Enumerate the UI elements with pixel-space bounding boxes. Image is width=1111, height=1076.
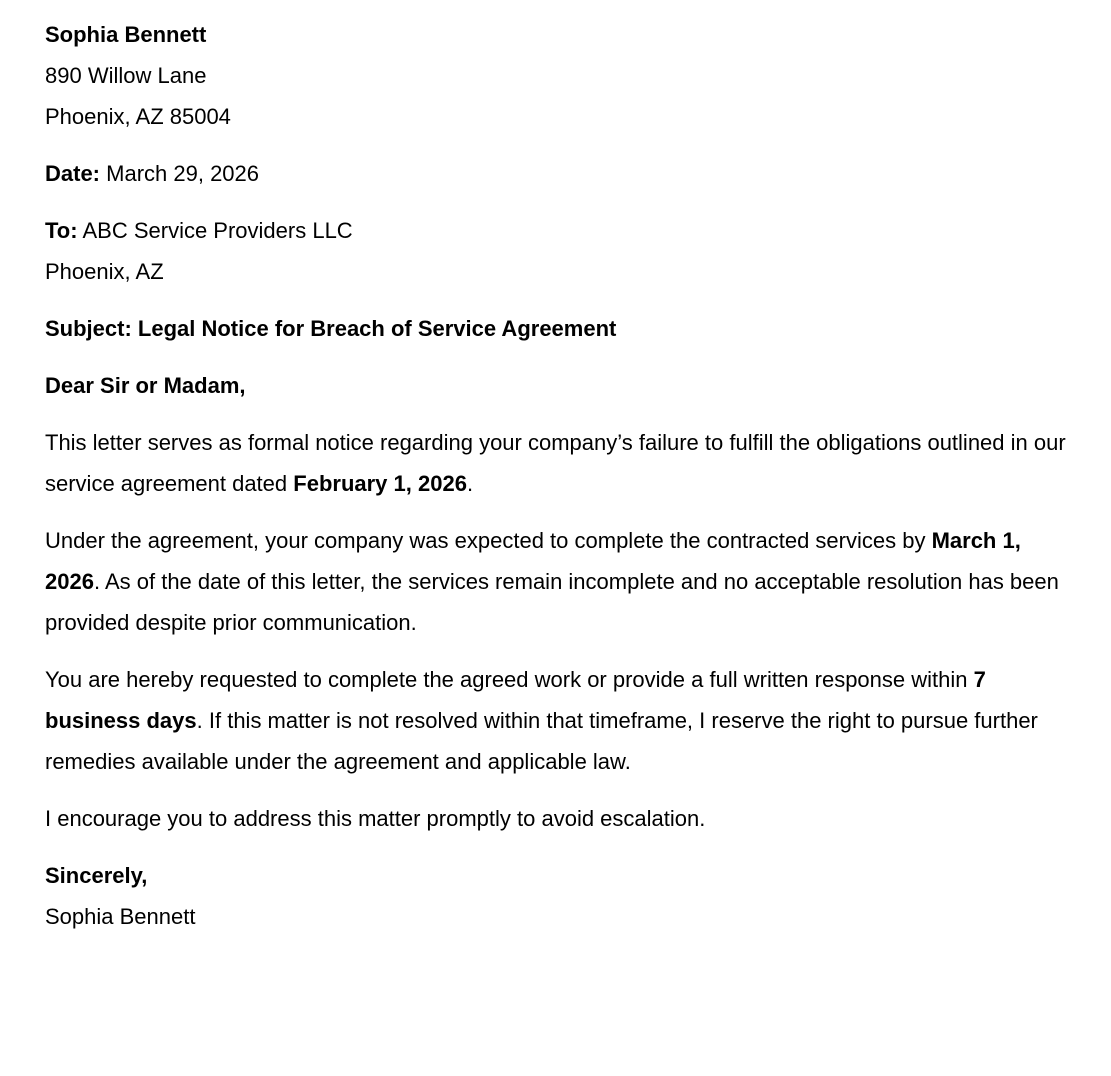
bold-text-span: 7 business days [45, 667, 986, 733]
date-value: March 29, 2026 [106, 161, 260, 186]
bold-text-span: March 1, 2026 [45, 528, 1021, 594]
body-paragraph-2 [45, 520, 1066, 643]
recipient-line [45, 210, 1066, 251]
body-paragraph-4 [45, 798, 1066, 839]
recipient-city: Phoenix, AZ [45, 259, 164, 284]
sender-name: Sophia Bennett [45, 22, 207, 47]
body-text-span: This letter serves as formal notice regarding your company’s failure to fulfill the obligations outlined in our service agreement dated [45, 430, 1066, 496]
recipient-name: ABC Service Providers LLC [82, 218, 353, 243]
bold-text-span: February 1, 2026 [293, 471, 467, 496]
signature-block [45, 855, 1066, 937]
body-text-span: . [466, 471, 474, 496]
closing: Sincerely, [45, 863, 148, 888]
sender-address-line1: 890 Willow Lane [45, 63, 207, 88]
date-label: Date: [45, 161, 101, 186]
body-text-span: I encourage you to address this matter promptly to avoid escalation. [45, 806, 706, 831]
body-text-span: . If this matter is not resolved within that timeframe, I reserve the right to pursue further remedies available under the agreement and applicable law. [45, 708, 1038, 774]
sender-address-line2: Phoenix, AZ 85004 [45, 104, 231, 129]
date-line [45, 153, 1066, 194]
signature-name: Sophia Bennett [45, 904, 196, 929]
salutation: Dear Sir or Madam, [45, 373, 246, 398]
sender-block [45, 14, 1066, 137]
subject-line: Subject: Legal Notice for Breach of Service Agreement [45, 316, 617, 341]
body-paragraph-1 [45, 422, 1066, 504]
recipient-label: To: [45, 218, 78, 243]
body-text-span: Under the agreement, your company was expected to complete the contracted services by [45, 528, 932, 553]
body-text-span: You are hereby requested to complete the agreed work or provide a full written response within [45, 667, 974, 692]
body-paragraph-3 [45, 659, 1066, 782]
body-text-span: . As of the date of this letter, the services remain incomplete and no acceptable resolution has been provided despite prior communication. [45, 569, 1059, 635]
recipient-block [45, 210, 1066, 292]
